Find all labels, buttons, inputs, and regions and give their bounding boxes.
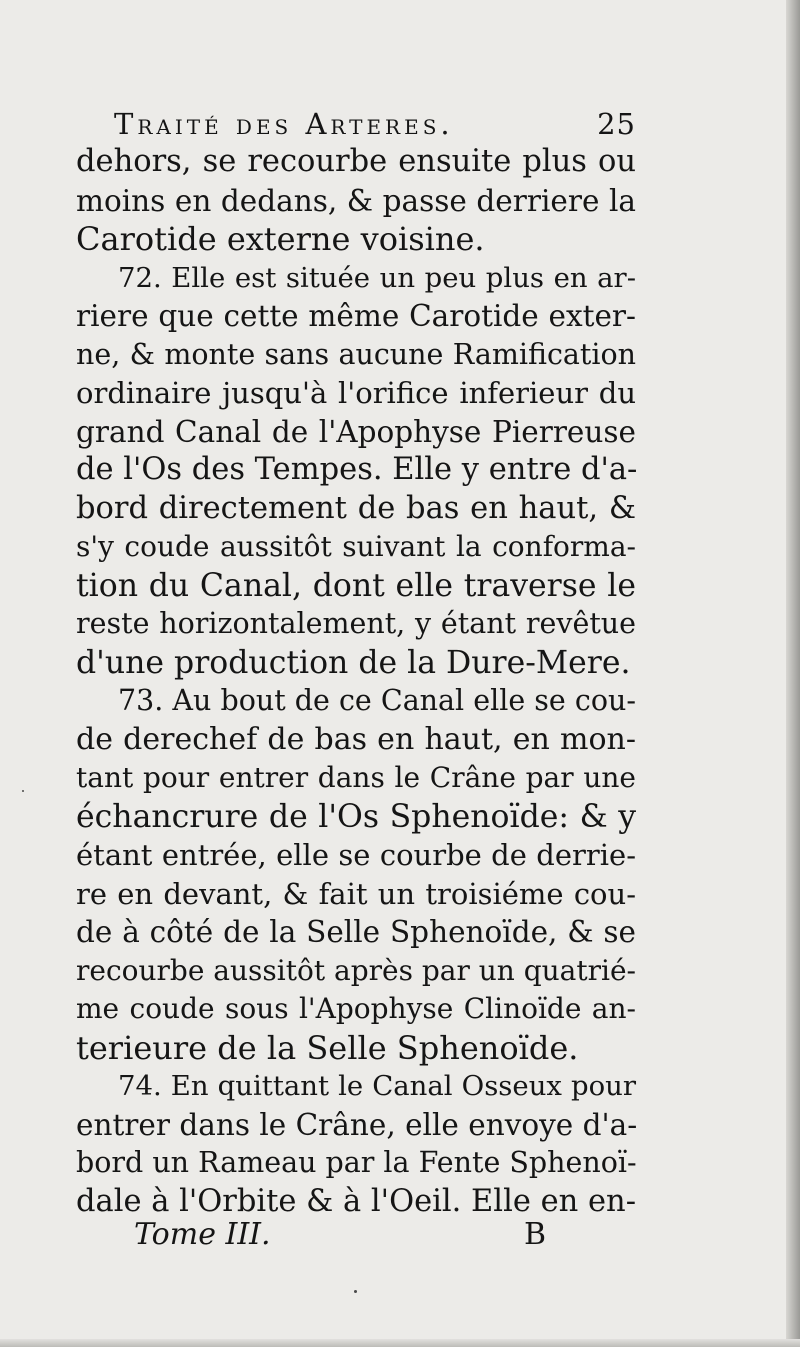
running-head bbox=[76, 104, 636, 144]
page-bottom-edge bbox=[0, 1339, 800, 1347]
text-line: re en devant, & fait un troisiéme cou- bbox=[76, 876, 636, 911]
text-line: dehors, se recourbe ensuite plus ou bbox=[76, 144, 636, 179]
text-line: 72. Elle est située un peu plus en ar- bbox=[118, 261, 636, 294]
signature-mark: B bbox=[524, 1217, 547, 1252]
text-line: me coude sous l'Apophyse Clinoïde an- bbox=[76, 992, 636, 1025]
page-footer bbox=[76, 1217, 636, 1253]
text-line: bord directement de bas en haut, & bbox=[76, 490, 636, 526]
page-edge-shadow bbox=[786, 0, 800, 1347]
text-line: recourbe aussitôt après par un quatrié- bbox=[76, 953, 636, 987]
text-line: ne, & monte sans aucune Ramification bbox=[76, 337, 636, 371]
text-line: d'une production de la Dure-Mere. bbox=[76, 644, 631, 681]
text-line: tion du Canal, dont elle traverse le bbox=[76, 567, 636, 604]
text-line: bord un Rameau par la Fente Sphenoï- bbox=[76, 1146, 637, 1179]
running-title: Traité des Arteres. bbox=[114, 107, 454, 141]
text-line: riere que cette même Carotide exter- bbox=[76, 299, 636, 333]
text-line: grand Canal de l'Apophyse Pierreuse bbox=[76, 414, 636, 449]
text-line: de derechef de bas en haut, en mon- bbox=[76, 721, 636, 757]
text-line: échancrure de l'Os Sphenoïde: & y bbox=[76, 798, 636, 835]
text-line: de l'Os des Tempes. Elle y entre d'a- bbox=[76, 452, 638, 487]
body-text bbox=[76, 143, 636, 1221]
text-line: ordinaire jusqu'à l'orifice inferieur du bbox=[76, 376, 636, 410]
text-line: étant entrée, elle se courbe de derrie- bbox=[76, 838, 636, 872]
text-line: dale à l'Orbite & à l'Oeil. Elle en en- bbox=[76, 1183, 636, 1219]
text-line: Carotide externe voisine. bbox=[76, 220, 485, 258]
text-line: 73. Au bout de ce Canal elle se cou- bbox=[118, 684, 636, 717]
text-line: entrer dans le Crâne, elle envoye d'a- bbox=[76, 1107, 638, 1142]
text-line: s'y coude aussitôt suivant la conforma- bbox=[76, 530, 636, 563]
page-number: 25 bbox=[597, 107, 636, 141]
text-line: de à côté de la Selle Sphenoïde, & se bbox=[76, 915, 636, 949]
text-line: moins en dedans, & passe derriere la bbox=[76, 183, 636, 218]
text-line: 74. En quittant le Canal Osseux pour bbox=[118, 1070, 636, 1102]
paper-speck bbox=[22, 790, 24, 792]
text-line: reste horizontalement, y étant revêtue bbox=[76, 607, 636, 640]
volume-label: Tome III. bbox=[134, 1217, 271, 1252]
paper-speck bbox=[354, 1290, 357, 1293]
text-line: terieure de la Selle Sphenoïde. bbox=[76, 1028, 579, 1067]
text-line: tant pour entrer dans le Crâne par une bbox=[76, 761, 636, 794]
